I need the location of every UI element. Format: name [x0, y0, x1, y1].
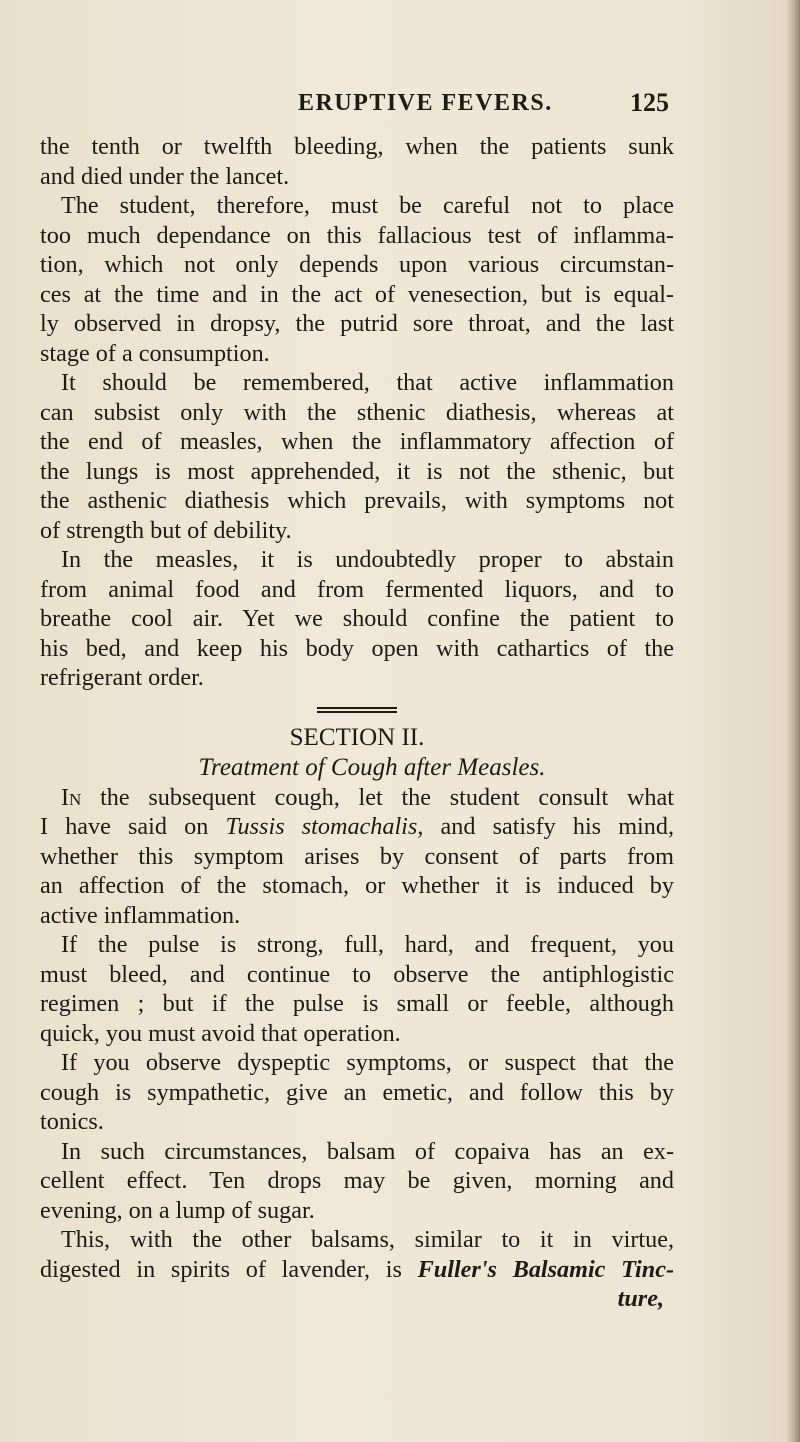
- line-text: digested in spirits of lavender, is: [40, 1255, 418, 1283]
- text-line: The student, therefore, must be careful not to place: [61, 192, 674, 219]
- italic-term: Fuller's Balsamic Tinc-: [417, 1255, 674, 1283]
- text-line: can subsist only with the sthenic diathesis, whereas at: [40, 398, 674, 426]
- line-text: the subsequent cough, let the student consult what: [81, 783, 674, 811]
- catchword: ture,: [617, 1285, 664, 1312]
- text-line: quick, you must avoid that operation.: [40, 1019, 401, 1047]
- body-text: [40, 132, 674, 1314]
- text-line: and died under the lancet.: [40, 162, 290, 190]
- text-line: breathe cool air. Yet we should confine the patient to: [40, 605, 674, 632]
- text-line: tonics.: [40, 1108, 104, 1135]
- page-edge: [786, 0, 800, 1442]
- text-line: refrigerant order.: [40, 664, 204, 691]
- section-subheading: Treatment of Cough after Measles.: [198, 753, 546, 781]
- text-line: [40, 783, 674, 813]
- text-line: This, with the other balsams, similar to it in virtue,: [61, 1226, 674, 1253]
- text-line: active inflammation.: [40, 901, 241, 929]
- section-rule: [317, 707, 397, 713]
- text-line: whether this symptom arises by consent of parts from: [40, 842, 674, 870]
- text-line: his bed, and keep his body open with cathartics of the: [40, 634, 674, 662]
- italic-term: Tussis stomachalis: [225, 813, 418, 840]
- small-caps-opening: In: [61, 783, 82, 811]
- text-line: cellent effect. Ten drops may be given, morning and: [40, 1167, 674, 1194]
- text-line: tion, which not only depends upon various circumstan-: [40, 251, 674, 278]
- text-line: too much dependance on this fallacious test of inflamma-: [40, 221, 674, 249]
- text-line: In such circumstances, balsam of copaiva has an ex-: [61, 1137, 674, 1165]
- line-text: , and satisfy his mind,: [417, 813, 674, 840]
- text-line: evening, on a lump of sugar.: [40, 1196, 315, 1224]
- text-line: the tenth or twelfth bleeding, when the patients sunk: [40, 133, 674, 160]
- text-line: the end of measles, when the inflammatory affection of: [40, 428, 674, 455]
- text-line: [40, 1255, 674, 1285]
- text-line: stage of a consumption.: [40, 339, 270, 367]
- text-line: an affection of the stomach, or whether it is induced by: [40, 872, 674, 899]
- section-heading: SECTION II.: [289, 723, 425, 751]
- text-line: cough is sympathetic, give an emetic, and follow this by: [40, 1078, 674, 1106]
- text-line: [40, 812, 674, 842]
- running-title: ERUPTIVE FEVERS.: [298, 90, 553, 116]
- text-line: If you observe dyspeptic symptoms, or suspect that the: [61, 1049, 674, 1076]
- line-text: I have said on: [40, 813, 226, 840]
- text-line: must bleed, and continue to observe the antiphlogistic: [40, 960, 674, 988]
- text-line: of strength but of debility.: [40, 516, 292, 544]
- text-line: If the pulse is strong, full, hard, and frequent, you: [61, 931, 674, 958]
- page-number: 125: [630, 88, 669, 117]
- text-line: It should be remembered, that active inflammation: [61, 369, 674, 396]
- running-head: [40, 88, 669, 124]
- text-line: the asthenic diathesis which prevails, with symptoms not: [40, 487, 674, 514]
- text-line: regimen ; but if the pulse is small or feeble, although: [40, 990, 674, 1017]
- text-line: ly observed in dropsy, the putrid sore throat, and the last: [40, 310, 674, 337]
- text-line: In the measles, it is undoubtedly proper to abstain: [61, 546, 674, 573]
- text-line: ces at the time and in the act of venesection, but is equal-: [40, 280, 674, 308]
- text-line: the lungs is most apprehended, it is not the sthenic, but: [40, 457, 674, 485]
- text-line: from animal food and from fermented liquors, and to: [40, 575, 674, 603]
